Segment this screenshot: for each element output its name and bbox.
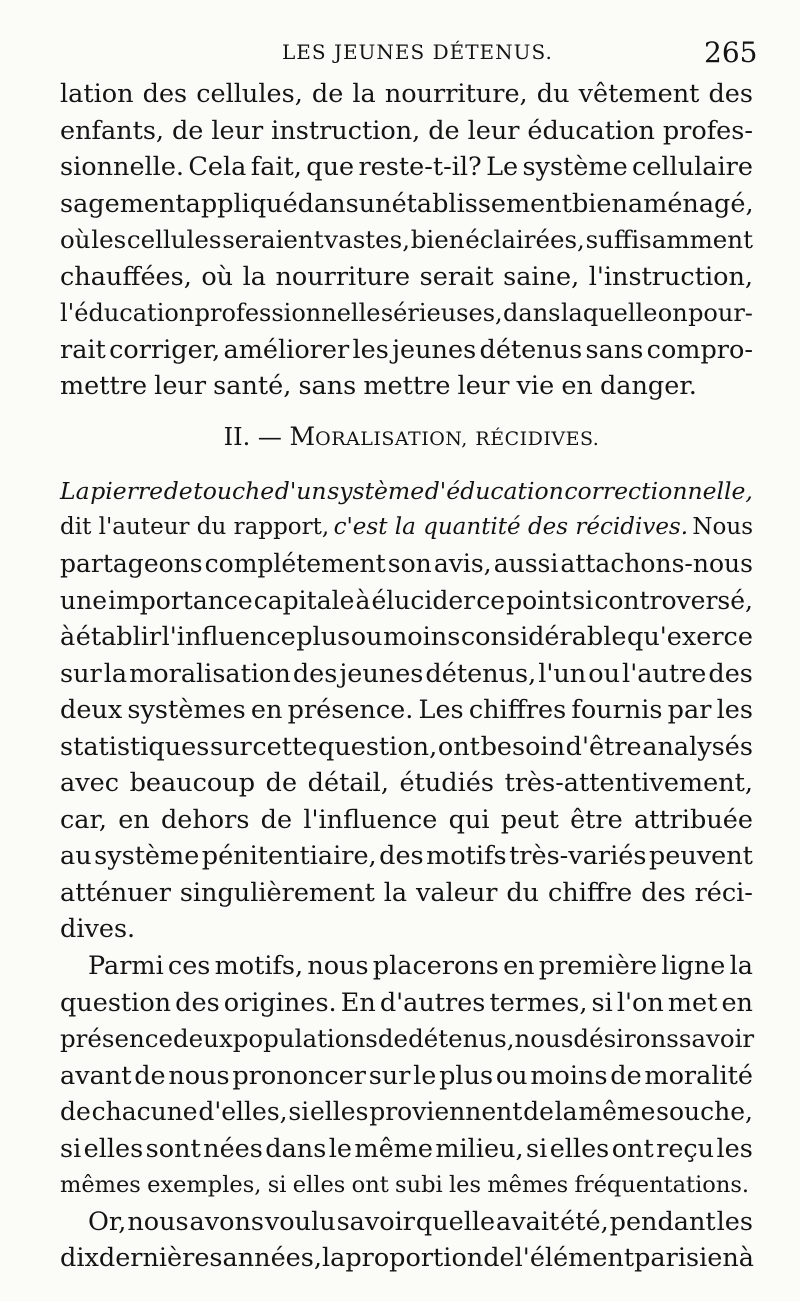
text-segment: Nous	[692, 514, 753, 541]
text-line: atténuer singulièrement la valeur du chiffre des réci-	[60, 877, 753, 908]
paragraph-1	[60, 76, 753, 405]
text-line: une importance capitale à élucider ce point si controversé,	[60, 585, 753, 615]
section-title-word2: RÉCIDIVES.	[475, 427, 600, 450]
text-line: avant de nous prononcer sur le plus ou moins de moralité	[60, 1060, 753, 1091]
text-line: Or, nous avons voulu savoir quelle avait été, pendant les	[88, 1206, 753, 1237]
text-line: rait corriger, améliorer les jeunes détenus sans compro-	[60, 334, 753, 365]
text-line-mixed	[60, 509, 753, 546]
text-line: sionnelle. Cela fait, que reste-t-il? Le système cellulaire	[60, 152, 753, 183]
section-heading	[60, 411, 753, 463]
section-number: II.	[223, 422, 251, 451]
text-line: sur la moralisation des jeunes détenus, l'un ou l'autre des	[60, 658, 753, 689]
text-line: dix dernières années, la proportion de l'élément parisien à	[60, 1243, 754, 1274]
paragraph-3	[60, 948, 753, 1204]
paragraph-2	[60, 473, 753, 948]
text-line: mêmes exemples, si elles ont subi les mêmes fréquentations.	[60, 1172, 750, 1199]
text-line: à établir l'influence plus ou moins considérable qu'exerce	[60, 622, 753, 653]
paragraph-4	[60, 1204, 753, 1277]
text-line: partageons complétement son avis, aussi attachons-nous	[60, 549, 753, 579]
text-line: où les cellules seraient vastes, bien éclairées, suffisamment	[60, 225, 753, 255]
section-dash: —	[257, 422, 282, 451]
text-line: avec beaucoup de détail, étudiés très-attentivement,	[60, 768, 753, 799]
quoted-italic-text: c'est la quantité des récidives.	[333, 514, 689, 541]
text-line: statistiques sur cette question, ont besoin d'être analysés	[60, 731, 753, 762]
text-line: de chacune d'elles, si elles proviennent de la même souche,	[60, 1097, 753, 1127]
section-title-rest: ORALISATION,	[315, 427, 468, 450]
text-line: sagement appliqué dans un établissement bien aménagé,	[60, 188, 754, 219]
text-line: présence deux populations de détenus, nous désirons savoir	[60, 1024, 755, 1054]
text-line: si elles sont nées dans le même milieu, si elles ont reçu les	[60, 1133, 753, 1164]
text-line: enfants, de leur instruction, de leur éducation profes-	[60, 115, 753, 146]
text-line: La pierre de touche d'un système d'éducation correctionnelle,	[60, 476, 753, 505]
running-title: LES JEUNES DÉTENUS.	[282, 40, 553, 64]
page-number: 265	[704, 36, 758, 69]
body-text	[60, 76, 753, 1277]
running-head	[0, 36, 800, 72]
text-line: deux systèmes en présence. Les chiffres fournis par les	[60, 695, 753, 726]
text-line: l'éducation professionnelle sérieuses, dans laquelle on pour-	[60, 299, 753, 328]
text-line: Parmi ces motifs, nous placerons en première ligne la	[88, 951, 753, 982]
text-line: car, en dehors de l'influence qui peut être attribuée	[60, 804, 753, 835]
text-line: mettre leur santé, sans mettre leur vie en danger.	[60, 371, 697, 402]
text-line: chauffées, où la nourriture serait saine, l'instruction,	[60, 261, 753, 292]
text-line: dives.	[60, 914, 136, 945]
text-line: au système pénitentiaire, des motifs très-variés peuvent	[60, 841, 753, 872]
text-line: question des origines. En d'autres termes, si l'on met en	[60, 987, 753, 1018]
section-title-initial: M	[289, 421, 316, 451]
text-line: lation des cellules, de la nourriture, du vêtement des	[60, 79, 753, 109]
text-segment: dit l'auteur du rapport,	[60, 514, 330, 541]
